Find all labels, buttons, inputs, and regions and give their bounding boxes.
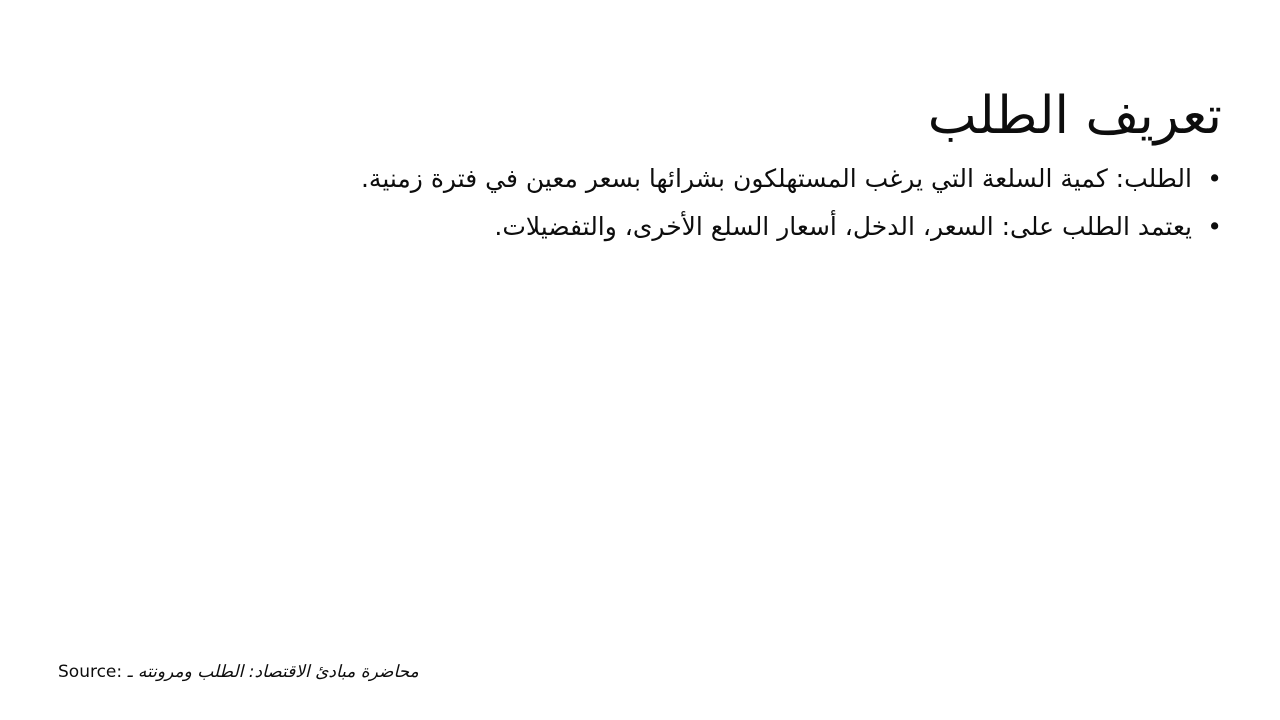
source-reference: محاضرة مبادئ الاقتصاد: الطلب ومرونته ـ <box>127 661 419 682</box>
bullet-list <box>58 155 1222 251</box>
list-item: • يعتمد الطلب على: السعر، الدخل، أسعار السلع الأخرى، والتفضيلات. <box>58 203 1222 251</box>
source-label: Source: <box>58 661 123 682</box>
page-title: تعريف الطلب <box>927 85 1222 146</box>
list-item: • الطلب: كمية السلعة التي يرغب المستهلكون بشرائها بسعر معين في فترة زمنية. <box>58 155 1222 203</box>
source-note <box>58 662 419 682</box>
